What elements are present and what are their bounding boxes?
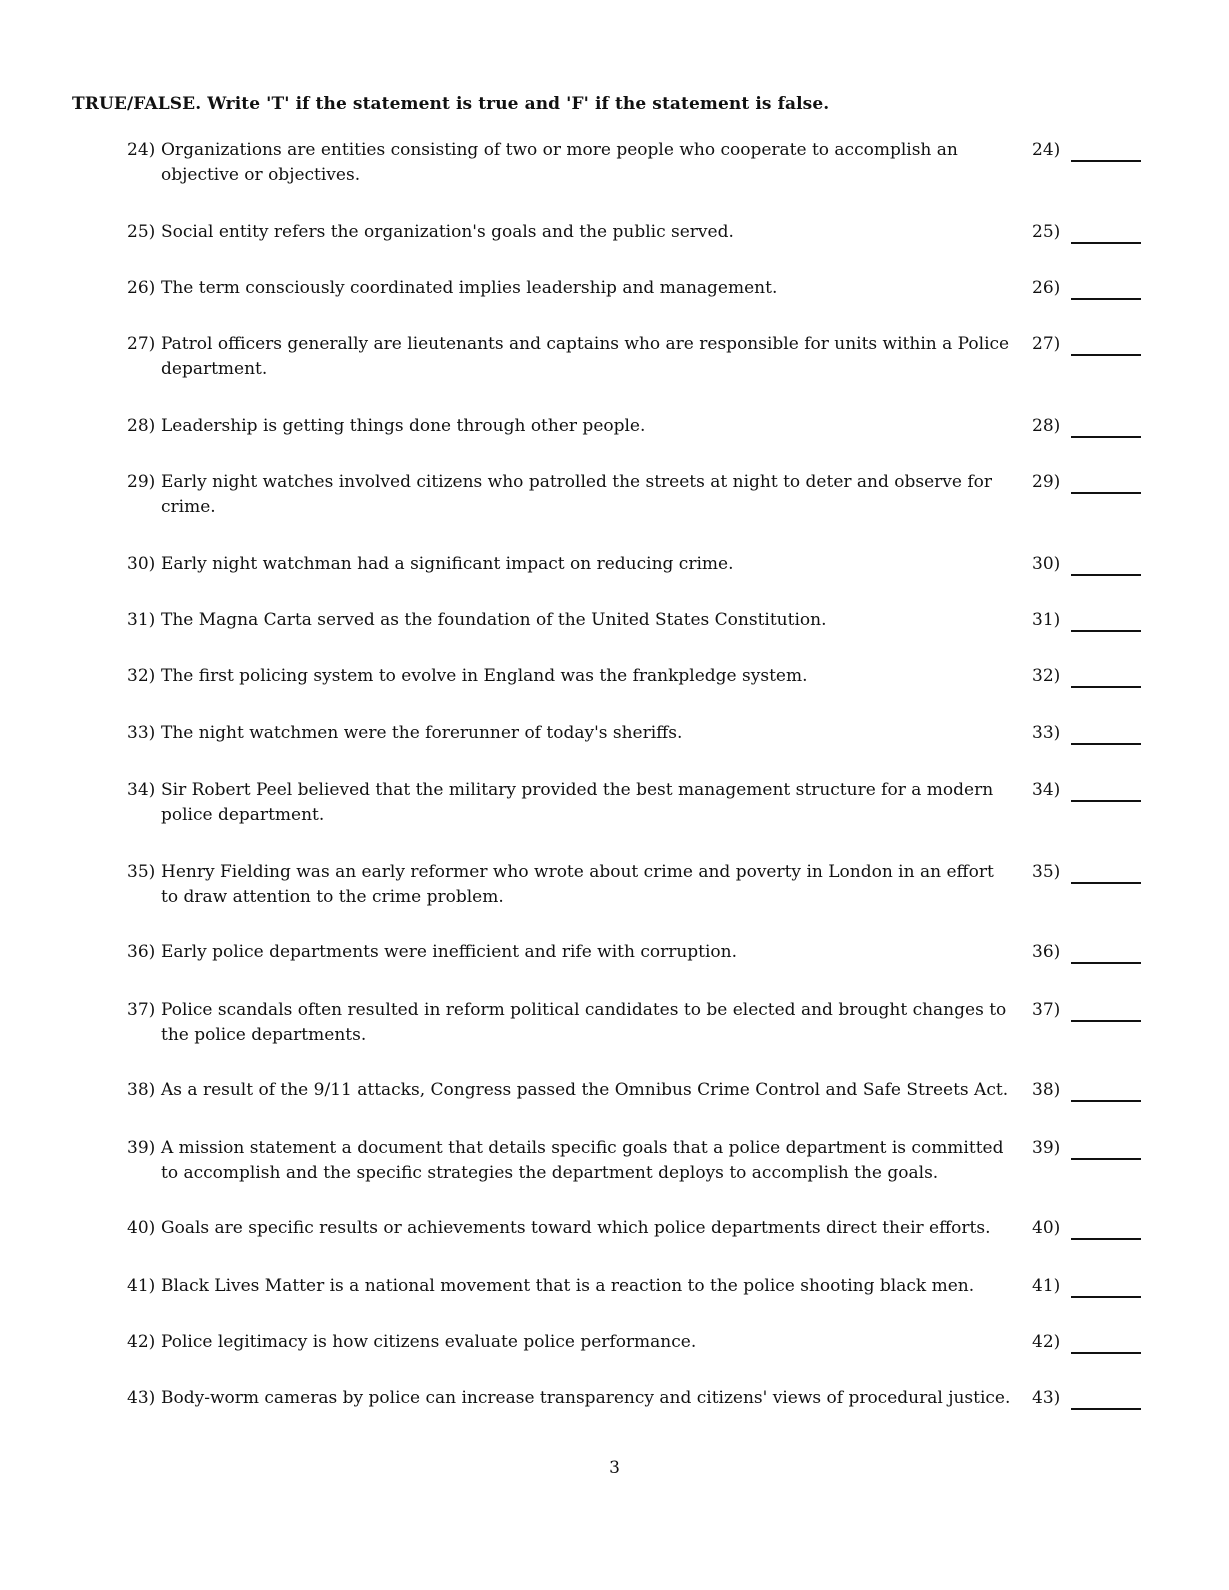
- answer-blank[interactable]: [1071, 1238, 1141, 1240]
- answer-label: 43): [1032, 1388, 1061, 1408]
- answer-blank[interactable]: [1071, 1100, 1141, 1102]
- answer-blank[interactable]: [1071, 1408, 1141, 1410]
- question-number: 42): [127, 1332, 156, 1352]
- question-number: 35): [127, 862, 156, 882]
- question-number: 39): [127, 1138, 156, 1158]
- question-number: 41): [127, 1276, 156, 1296]
- answer-label: 28): [1032, 416, 1061, 436]
- question-text: A mission statement a document that details specific goals that a police department is committed to accomplish and the specific strategies the department deploys to accomplish the goals.: [161, 1138, 1004, 1183]
- answer-label: 31): [1032, 610, 1061, 630]
- answer-label: 32): [1032, 666, 1061, 686]
- question-number: 26): [127, 278, 156, 298]
- question-text: The night watchmen were the forerunner of today's sheriffs.: [161, 723, 683, 743]
- question-text: Police legitimacy is how citizens evaluate police performance.: [161, 1332, 697, 1352]
- answer-label: 41): [1032, 1276, 1061, 1296]
- answer-blank[interactable]: [1071, 1296, 1141, 1298]
- question-text: The first policing system to evolve in England was the frankpledge system.: [161, 666, 808, 686]
- answer-blank[interactable]: [1071, 354, 1141, 356]
- question-text: Sir Robert Peel believed that the military provided the best management structure for a modern police department.: [161, 780, 994, 825]
- question-text: Police scandals often resulted in reform political candidates to be elected and brought changes to the police departments.: [161, 1000, 1007, 1045]
- answer-blank[interactable]: [1071, 962, 1141, 964]
- answer-label: 35): [1032, 862, 1061, 882]
- answer-label: 24): [1032, 140, 1061, 160]
- question-number: 37): [127, 1000, 156, 1020]
- question-number: 29): [127, 472, 156, 492]
- question-text: Henry Fielding was an early reformer who wrote about crime and poverty in London in an effort to draw attention to the crime problem.: [161, 862, 994, 907]
- question-number: 30): [127, 554, 156, 574]
- question-text: Early night watchman had a significant impact on reducing crime.: [161, 554, 734, 574]
- question-number: 31): [127, 610, 156, 630]
- question-text: Leadership is getting things done through other people.: [161, 416, 646, 436]
- question-number: 27): [127, 334, 156, 354]
- question-number: 25): [127, 222, 156, 242]
- question-text: Early police departments were inefficient and rife with corruption.: [161, 942, 738, 962]
- question-number: 28): [127, 416, 156, 436]
- answer-label: 40): [1032, 1218, 1061, 1238]
- question-text: Social entity refers the organization's goals and the public served.: [161, 222, 734, 242]
- question-number: 36): [127, 942, 156, 962]
- answer-label: 26): [1032, 278, 1061, 298]
- question-text: As a result of the 9/11 attacks, Congress passed the Omnibus Crime Control and Safe Streets Act.: [161, 1080, 1009, 1100]
- answer-blank[interactable]: [1071, 686, 1141, 688]
- question-text: Patrol officers generally are lieutenants and captains who are responsible for units within a Police department.: [161, 334, 1010, 379]
- question-number: 33): [127, 723, 156, 743]
- question-number: 24): [127, 140, 156, 160]
- question-text: Organizations are entities consisting of two or more people who cooperate to accomplish an objective or objectives.: [161, 140, 958, 185]
- page-number: 3: [609, 1458, 620, 1478]
- question-number: 38): [127, 1080, 156, 1100]
- answer-blank[interactable]: [1071, 574, 1141, 576]
- answer-blank[interactable]: [1071, 492, 1141, 494]
- answer-blank[interactable]: [1071, 436, 1141, 438]
- question-text: Body-worm cameras by police can increase transparency and citizens' views of procedural justice.: [161, 1388, 1011, 1408]
- question-number: 32): [127, 666, 156, 686]
- question-number: 40): [127, 1218, 156, 1238]
- question-text: The Magna Carta served as the foundation of the United States Constitution.: [161, 610, 827, 630]
- section-instructions: TRUE/FALSE. Write 'T' if the statement is true and 'F' if the statement is false.: [72, 94, 830, 114]
- answer-blank[interactable]: [1071, 160, 1141, 162]
- answer-blank[interactable]: [1071, 882, 1141, 884]
- question-text: Goals are specific results or achievements toward which police departments direct their efforts.: [161, 1218, 991, 1238]
- answer-blank[interactable]: [1071, 1020, 1141, 1022]
- question-text: The term consciously coordinated implies leadership and management.: [161, 278, 778, 298]
- answer-blank[interactable]: [1071, 743, 1141, 745]
- answer-label: 30): [1032, 554, 1061, 574]
- answer-label: 29): [1032, 472, 1061, 492]
- answer-label: 27): [1032, 334, 1061, 354]
- answer-blank[interactable]: [1071, 242, 1141, 244]
- answer-label: 36): [1032, 942, 1061, 962]
- answer-label: 33): [1032, 723, 1061, 743]
- answer-label: 34): [1032, 780, 1061, 800]
- question-text: Early night watches involved citizens who patrolled the streets at night to deter and observe for crime.: [161, 472, 993, 517]
- question-text: Black Lives Matter is a national movement that is a reaction to the police shooting black men.: [161, 1276, 975, 1296]
- answer-blank[interactable]: [1071, 298, 1141, 300]
- answer-label: 42): [1032, 1332, 1061, 1352]
- answer-label: 39): [1032, 1138, 1061, 1158]
- answer-blank[interactable]: [1071, 630, 1141, 632]
- answer-blank[interactable]: [1071, 1158, 1141, 1160]
- answer-blank[interactable]: [1071, 800, 1141, 802]
- answer-label: 38): [1032, 1080, 1061, 1100]
- question-number: 34): [127, 780, 156, 800]
- answer-label: 37): [1032, 1000, 1061, 1020]
- answer-blank[interactable]: [1071, 1352, 1141, 1354]
- answer-label: 25): [1032, 222, 1061, 242]
- question-number: 43): [127, 1388, 156, 1408]
